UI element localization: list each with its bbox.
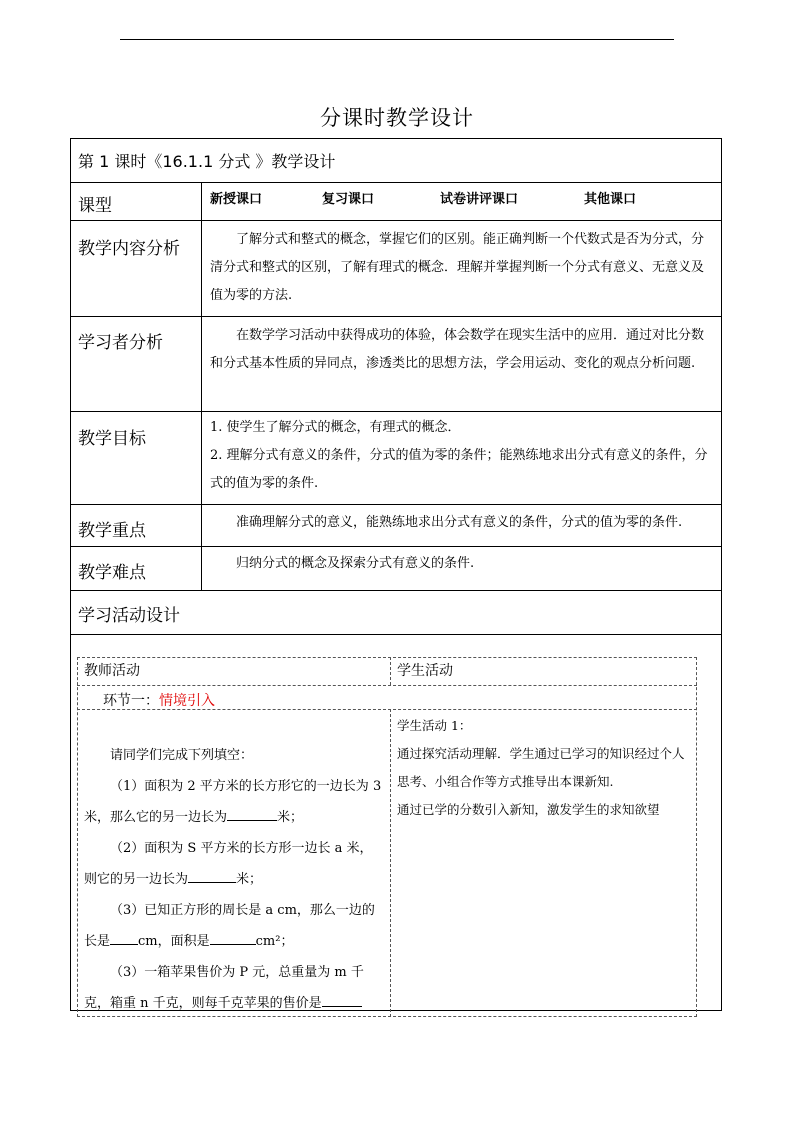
activity-header-divider	[77, 685, 697, 686]
student-activity-content	[397, 712, 695, 824]
question-4: （3）一箱苹果售价为 P 元，总重量为 m 千克，箱重 n 千克，则每千克苹果的售价是	[84, 965, 364, 1011]
learner-analysis-label: 学习者分析	[78, 333, 163, 353]
column-divider	[201, 182, 202, 590]
row-divider	[70, 316, 722, 317]
answer-blank[interactable]	[188, 868, 236, 883]
objective-item: 2. 理解分式有意义的条件，分式的值为零的条件；能熟练地求出分式有意义的条件，分式的值为零的条件.	[210, 448, 708, 491]
teacher-activity-content	[84, 740, 384, 1019]
key-points-label: 教学重点	[78, 521, 146, 541]
row-divider	[70, 411, 722, 412]
answer-blank[interactable]	[227, 806, 277, 821]
course-type-review[interactable]: 复习课口	[322, 192, 375, 207]
header-rule	[120, 39, 674, 40]
row-divider	[70, 634, 722, 635]
row-divider	[70, 590, 722, 591]
teacher-activity-header: 教师活动	[84, 663, 140, 679]
answer-blank[interactable]	[322, 992, 362, 1007]
row-divider	[70, 220, 722, 221]
answer-blank[interactable]	[110, 930, 138, 945]
row-divider	[70, 504, 722, 505]
content-analysis-label: 教学内容分析	[78, 239, 180, 259]
difficulties-text: 归纳分式的概念及探索分式有意义的条件.	[236, 556, 475, 571]
difficulties-label: 教学难点	[78, 563, 146, 583]
student-activity-text: 通过探究活动理解．学生通过已学习的知识经过个人思考、小组合作等方式推导出本课新知.	[397, 746, 685, 789]
teacher-intro: 请同学们完成下列填空：	[110, 748, 254, 763]
student-activity-text: 通过已学的分数引入新知，激发学生的求知欲望	[397, 802, 660, 817]
objective-item: 1. 使学生了解分式的概念，有理式的概念．	[210, 420, 461, 435]
student-activity-header: 学生活动	[397, 663, 453, 679]
activity-design-label: 学习活动设计	[78, 606, 180, 626]
student-activity-title: 学生活动 1：	[397, 718, 472, 733]
answer-blank[interactable]	[210, 930, 256, 945]
activity-column-divider	[390, 657, 391, 685]
step-title: 情境引入	[159, 693, 215, 709]
question-1: （1）面积为 2 平方米的长方形它的一边长为 3 米，那么它的另一边长为 米；	[84, 779, 382, 825]
course-type-other[interactable]: 其他课口	[584, 192, 637, 207]
question-3: （3）已知正方形的周长是 a cm，那么一边的长是 cm，面积是 cm²；	[84, 903, 375, 949]
row-divider	[70, 182, 722, 183]
step-prefix: 环节一：	[103, 693, 159, 709]
question-2: （2）面积为 S 平方米的长方形一边长 a 米，则它的另一边长为 米；	[84, 841, 373, 887]
step-one	[103, 690, 215, 710]
lesson-header: 第 1 课时《16.1.1 分式 》教学设计	[78, 152, 336, 171]
row-divider	[70, 546, 722, 547]
document-title: 分课时教学设计	[320, 106, 474, 130]
course-type-new[interactable]: 新授课口	[210, 192, 263, 207]
objectives-label: 教学目标	[78, 429, 146, 449]
objectives-list	[210, 414, 714, 498]
activity-column-divider	[390, 709, 391, 1017]
content-analysis-text: 了解分式和整式的概念，掌握它们的区别。能正确判断一个代数式是否为分式，分清分式和整式的区别，了解有理式的概念．理解并掌握判断一个分式有意义、无意义及值为零的方法.	[210, 232, 705, 303]
key-points-text: 准确理解分式的意义，能熟练地求出分式有意义的条件，分式的值为零的条件.	[236, 515, 683, 530]
course-type-label: 课型	[78, 196, 112, 216]
learner-analysis-text: 在数学学习活动中获得成功的体验，体会数学在现实生活中的应用．通过对比分数和分式基本性质的异同点，渗透类比的思想方法，学会用运动、变化的观点分析问题.	[210, 328, 705, 371]
course-type-exam-review[interactable]: 试卷讲评课口	[440, 192, 519, 207]
